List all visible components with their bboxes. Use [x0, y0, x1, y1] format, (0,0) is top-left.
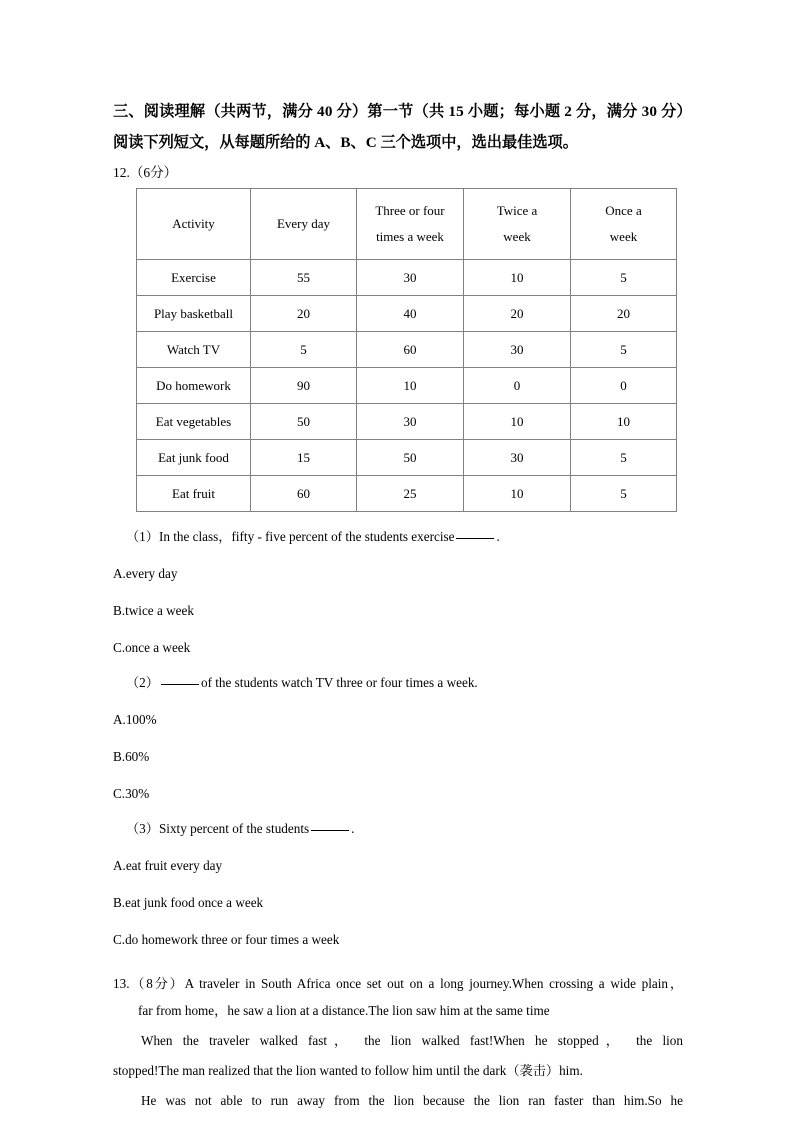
question-1-option-a[interactable]: A.every day [113, 566, 178, 581]
header-once-line1: Once a [605, 203, 642, 218]
item-13-para3-line1: He was not able to run away from the lion because the lion ran faster than him.So he [141, 1093, 683, 1108]
cell-every-day: 20 [251, 296, 357, 332]
survey-table-wrapper [113, 188, 683, 512]
question-2-stem-text: of the students watch TV three or four times a week. [200, 675, 478, 690]
item-13-para1-line1: A traveler in South Africa once set out on a long journey.When crossing a wide plain， [184, 976, 684, 991]
question-3-option-b[interactable]: B.eat junk food once a week [113, 895, 264, 910]
item-13-number: 13.（8分） [113, 976, 185, 991]
table-header-row [137, 189, 677, 260]
question-3-stem [113, 818, 683, 839]
question-1-stem-text: （1）In the class，fifty - five percent of the students exercise [126, 529, 455, 544]
header-activity-line1: Activity [172, 216, 215, 231]
header-three-or-four-line2: times a week [376, 229, 444, 244]
page-content [113, 96, 692, 1116]
cell-activity: Eat fruit [137, 476, 251, 512]
question-3-option-a[interactable]: A.eat fruit every day [113, 858, 223, 873]
header-every-day-line1: Every day [276, 216, 331, 231]
cell-once: 10 [571, 404, 677, 440]
cell-every-day: 5 [251, 332, 357, 368]
table-row [137, 476, 677, 512]
table-header-twice-a-week [464, 189, 571, 260]
cell-activity: Play basketball [137, 296, 251, 332]
cell-every-day: 90 [251, 368, 357, 404]
cell-every-day: 60 [251, 476, 357, 512]
cell-three-or-four: 60 [357, 332, 464, 368]
cell-three-or-four: 40 [357, 296, 464, 332]
cell-once: 20 [571, 296, 677, 332]
cell-once: 5 [571, 332, 677, 368]
table-row [137, 404, 677, 440]
question-2-option-b[interactable]: B.60% [113, 749, 150, 764]
cell-every-day: 50 [251, 404, 357, 440]
question-1-option-b[interactable]: B.twice a week [113, 603, 194, 618]
activity-frequency-table [136, 188, 677, 512]
question-1-stem-suffix: . [496, 529, 500, 544]
header-twice-line2: week [503, 229, 531, 244]
cell-once: 0 [571, 368, 677, 404]
header-three-or-four-line1: Three or four [375, 203, 445, 218]
cell-twice: 0 [464, 368, 571, 404]
cell-three-or-four: 10 [357, 368, 464, 404]
cell-three-or-four: 30 [357, 404, 464, 440]
table-row [137, 296, 677, 332]
cell-twice: 10 [464, 404, 571, 440]
question-3-option-c[interactable]: C.do homework three or four times a week [113, 932, 340, 947]
question-3-stem-suffix: . [351, 821, 355, 836]
table-header-activity [137, 189, 251, 260]
question-3-blank [311, 830, 349, 831]
table-header-three-or-four [357, 189, 464, 260]
cell-three-or-four: 30 [357, 260, 464, 296]
question-2-option-a[interactable]: A.100% [113, 712, 157, 727]
cell-twice: 30 [464, 332, 571, 368]
question-2-option-c[interactable]: C.30% [113, 786, 150, 801]
cell-twice: 30 [464, 440, 571, 476]
item-13-para1-line2: far from home，he saw a lion at a distance.The lion saw him at the same time [138, 1003, 550, 1018]
section-heading-line-2: 阅读下列短文，从每题所给的 A、B、C 三个选项中，选出最佳选项。 [113, 134, 578, 151]
cell-activity: Exercise [137, 260, 251, 296]
question-3-stem-text: （3）Sixty percent of the students [126, 821, 310, 836]
cell-three-or-four: 50 [357, 440, 464, 476]
cell-activity: Watch TV [137, 332, 251, 368]
cell-three-or-four: 25 [357, 476, 464, 512]
question-1-option-c[interactable]: C.once a week [113, 640, 191, 655]
table-row [137, 260, 677, 296]
cell-every-day: 15 [251, 440, 357, 476]
question-2-blank [161, 684, 199, 685]
question-2-stem [113, 672, 683, 693]
table-row [137, 368, 677, 404]
cell-once: 5 [571, 476, 677, 512]
item-13-para2-line1: When the traveler walked fast， the lion walked fast!When he stopped， the lion [141, 1033, 683, 1048]
header-twice-line1: Twice a [496, 203, 538, 218]
item-12-number: 12.（6分） [113, 165, 178, 180]
cell-every-day: 55 [251, 260, 357, 296]
question-1-stem [113, 526, 683, 547]
cell-activity: Eat junk food [137, 440, 251, 476]
item-13-para2-line2: stopped!The man realized that the lion wanted to follow him until the dark（袭击）him. [113, 1063, 583, 1078]
cell-twice: 20 [464, 296, 571, 332]
item-13-passage [113, 972, 683, 1116]
table-header-once-a-week [571, 189, 677, 260]
cell-twice: 10 [464, 260, 571, 296]
question-1-blank [456, 538, 494, 539]
table-row [137, 332, 677, 368]
header-once-line2: week [609, 229, 638, 244]
cell-twice: 10 [464, 476, 571, 512]
table-header-every-day [251, 189, 357, 260]
cell-once: 5 [571, 440, 677, 476]
cell-activity: Do homework [137, 368, 251, 404]
section-heading-line-1: 三、阅读理解（共两节，满分 40 分）第一节（共 15 小题；每小题 2 分，满分 30 分） [113, 103, 692, 120]
question-2-stem-prefix: （2） [126, 675, 159, 690]
cell-once: 5 [571, 260, 677, 296]
item-13-first-line [113, 972, 683, 996]
cell-activity: Eat vegetables [137, 404, 251, 440]
table-row [137, 440, 677, 476]
